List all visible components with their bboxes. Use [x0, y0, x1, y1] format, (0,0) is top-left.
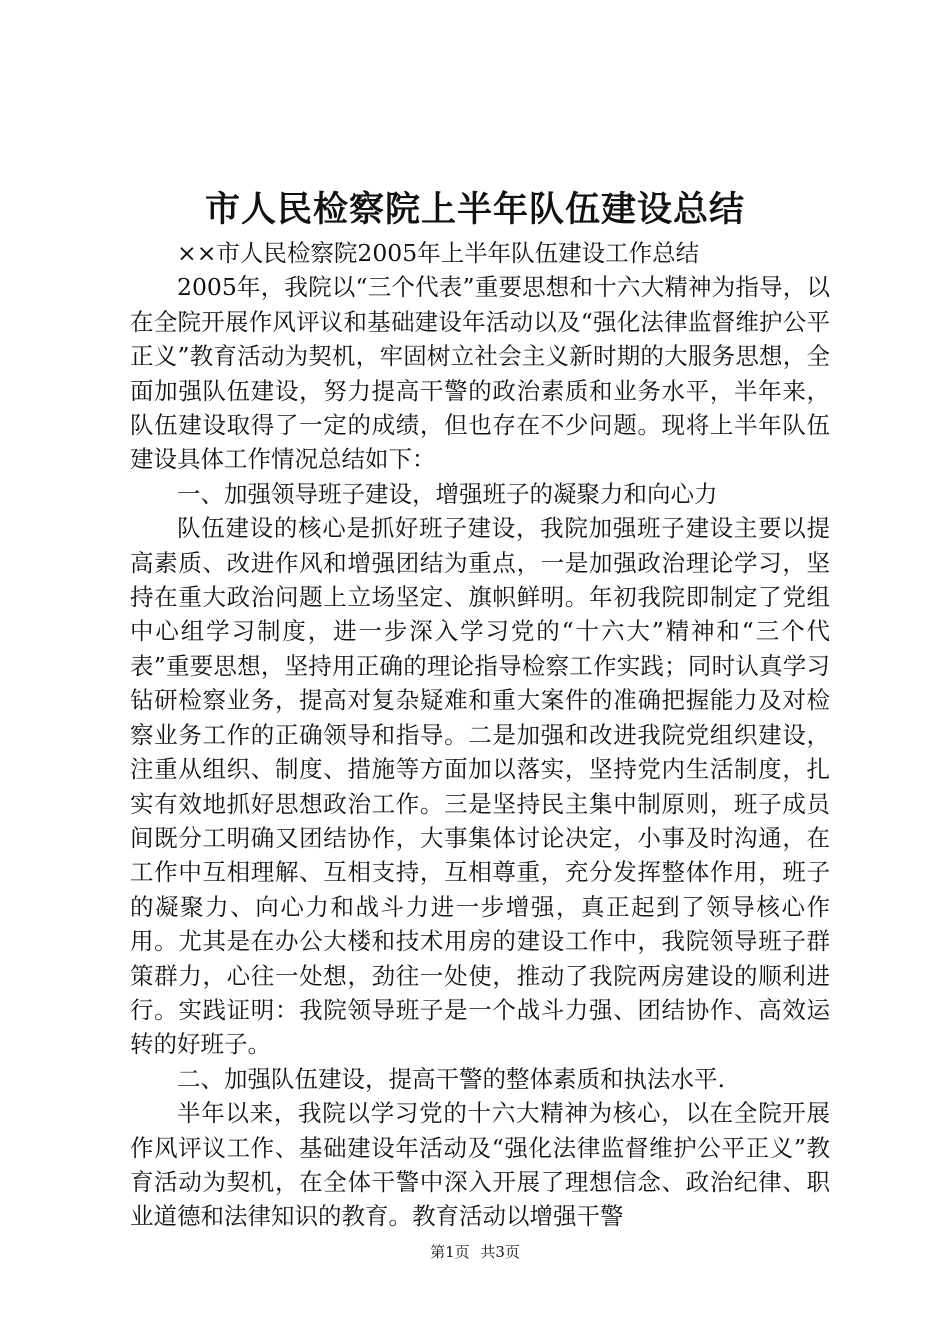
- page-number: 第1页: [430, 1243, 470, 1261]
- section-paragraph-2: 半年以来，我院以学习党的十六大精神为核心，以在全院开展作风评议工作、基础建设年活动及“强化法律监督维护公平正义”教育活动为契机，在全体干警中深入开展了理想信念、政治纪律、职业道德和法律知识的教育。教育活动以增强干警: [130, 1099, 830, 1231]
- page-title: 市人民检察院上半年队伍建设总结: [204, 189, 745, 230]
- page-total: 共3页: [480, 1243, 520, 1261]
- section-paragraph-1: 队伍建设的核心是抓好班子建设，我院加强班子建设主要以提高素质、改进作风和增强团结为重点，一是加强政治理论学习，坚持在重大政治问题上立场坚定、旗帜鲜明。年初我院即制定了党组中心组学习制度，进一步深入学习党的“十六大”精神和“三个代表”重要思想，坚持用正确的理论指导检察工作实践；同时认真学习钻研检察业务，提高对复杂疑难和重大案件的准确把握能力及对检察业务工作的正确领导和指导。二是加强和改进我院党组织建设，注重从组织、制度、措施等方面加以落实，坚持党内生活制度，扎实有效地抓好思想政治工作。三是坚持民主集中制原则，班子成员间既分工明确又团结协作，大事集体讨论决定，小事及时沟通，在工作中互相理解、互相支持，互相尊重，充分发挥整体作用，班子的凝聚力、向心力和战斗力进一步增强，真正起到了领导核心作用。尤其是在办公大楼和技术用房的建设工作中，我院领导班子群策群力，心往一处想，劲往一处使，推动了我院两房建设的顺利进行。实践证明：我院领导班子是一个战斗力强、团结协作、高效运转的好班子。: [130, 514, 830, 1059]
- intro-paragraph: 2005年，我院以“三个代表”重要思想和十六大精神为指导，以在全院开展作风评议和基础建设年活动以及“强化法律监督维护公平正义”教育活动为契机，牢固树立社会主义新时期的大服务思想，全面加强队伍建设，努力提高干警的政治素质和业务水平，半年来，队伍建设取得了一定的成绩，但也存在不少问题。现将上半年队伍建设具体工作情况总结如下：: [130, 273, 830, 474]
- section-heading-1: 一、加强领导班子建设，增强班子的凝聚力和向心力: [177, 479, 718, 508]
- section-heading-2: 二、加强队伍建设，提高干警的整体素质和执法水平.: [177, 1064, 725, 1093]
- page-footer: [0, 1242, 950, 1262]
- subtitle-paragraph: ××市人民检察院2005年上半年队伍建设工作总结: [177, 239, 700, 267]
- document-body: [130, 236, 830, 1234]
